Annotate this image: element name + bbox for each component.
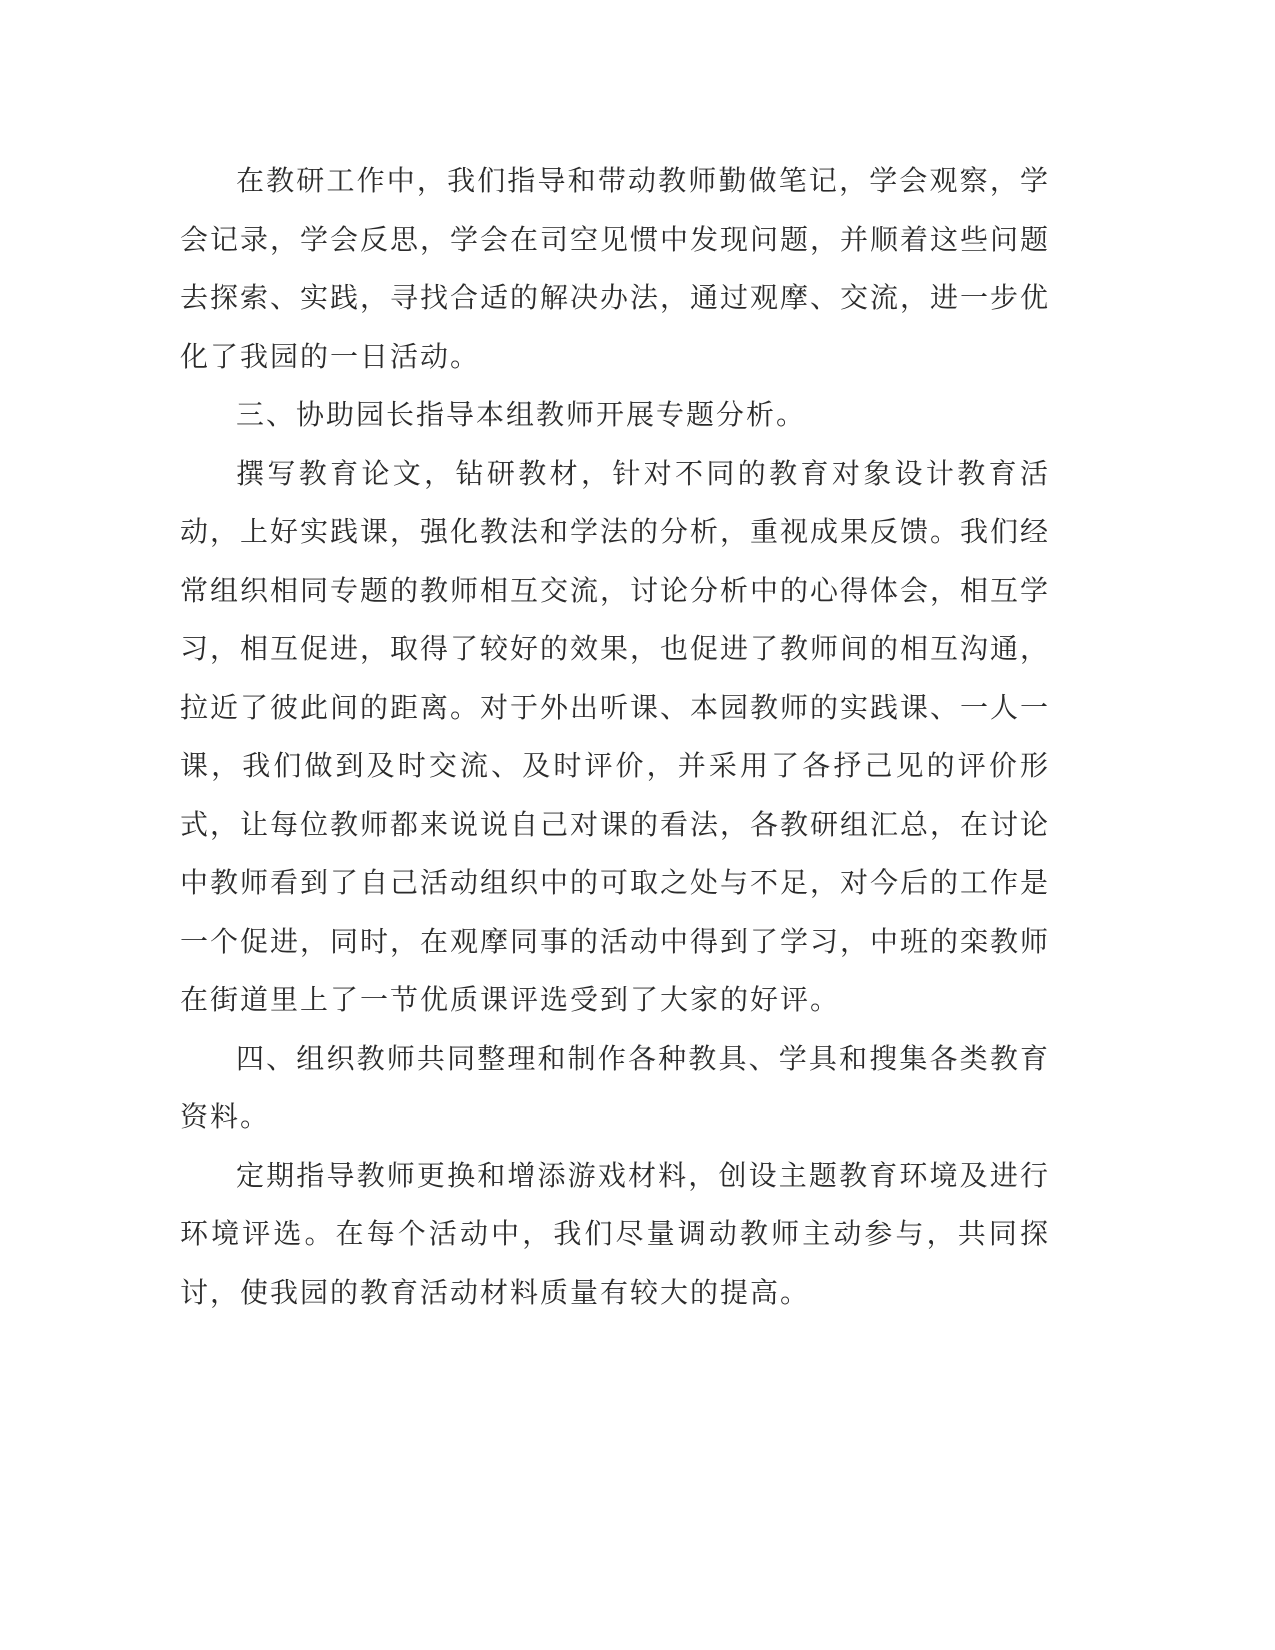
- paragraph-teaching-research: 在教研工作中，我们指导和带动教师勤做笔记，学会观察，学会记录，学会反思，学会在司空见惯中发现问题，并顺着这些问题去探索、实践，寻找合适的解决办法，通过观摩、交流，进一步优化了我园的一日活动。: [180, 164, 1051, 373]
- section-heading-four: 四、组织教师共同整理和制作各种教具、学具和搜集各类教育资料。: [180, 1041, 1050, 1133]
- paragraph-special-analysis: 撰写教育论文，钻研教材，针对不同的教育对象设计教育活动，上好实践课，强化教法和学法的分析，重视成果反馈。我们经常组织相同专题的教师相互交流，讨论分析中的心得体会，相互学习，相互促进，取得了较好的效果，也促进了教师间的相互沟通，拉近了彼此间的距离。对于外出听课、本园教师的实践课、一人一课，我们做到及时交流、及时评价，并采用了各抒己见的评价形式，让每位教师都来说说自己对课的看法，各教研组汇总，在讨论中教师看到了自己活动组织中的可取之处与不足，对今后的工作是一个促进，同时，在观摩同事的活动中得到了学习，中班的栾教师在街道里上了一节优质课评选受到了大家的好评。: [180, 456, 1051, 1016]
- section-heading-three: 三、协助园长指导本组教师开展专题分析。: [236, 398, 807, 431]
- paragraph-game-materials: 定期指导教师更换和增添游戏材料，创设主题教育环境及进行环境评选。在每个活动中，我们尽量调动教师主动参与，共同探讨，使我园的教育活动材料质量有较大的提高。: [180, 1158, 1050, 1309]
- document-body: [180, 152, 1050, 1322]
